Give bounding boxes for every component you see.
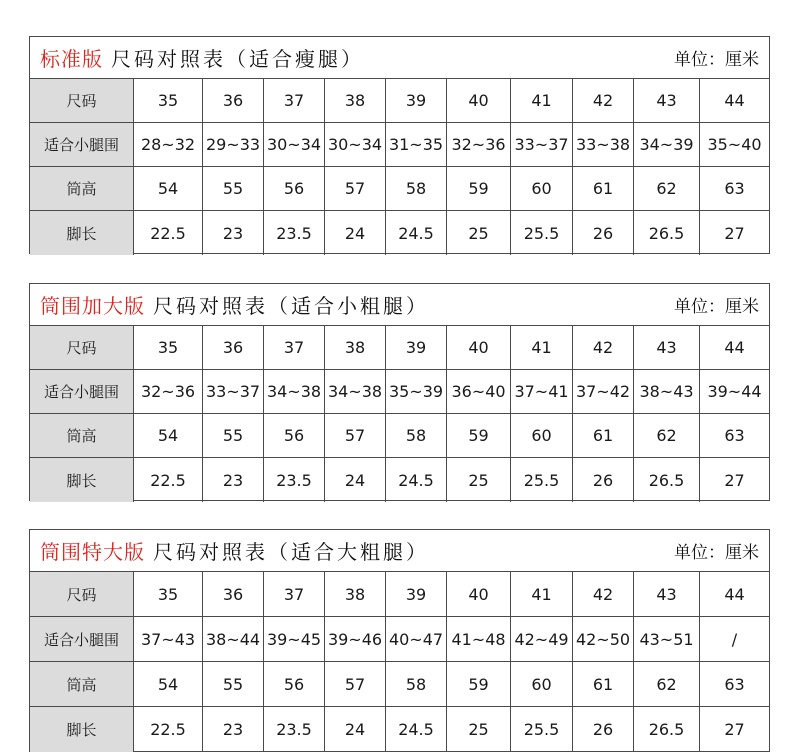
row-label: 尺码 [30, 79, 134, 123]
table-cell: 44 [700, 572, 769, 617]
table-cell: 60 [511, 414, 573, 458]
table-cell: 36 [203, 572, 264, 617]
table-title: 尺码对照表（适合小粗腿） [153, 294, 429, 318]
table-cell: 34~38 [264, 370, 325, 414]
table-cell: 31~35 [386, 123, 447, 167]
table-cell: 33~38 [573, 123, 634, 167]
version-title: 筒围加大版 [40, 294, 145, 318]
table-cell: 59 [447, 414, 511, 458]
table-cell: 25.5 [511, 458, 573, 502]
row-label: 适合小腿围 [30, 370, 134, 414]
table-cell: 22.5 [134, 707, 203, 752]
table-cell: 54 [134, 414, 203, 458]
table-cell: 26.5 [634, 707, 700, 752]
size-grid [30, 572, 769, 752]
table-cell: 59 [447, 662, 511, 707]
table-cell: 58 [386, 414, 447, 458]
table-cell: 32~36 [447, 123, 511, 167]
table-cell: 39~46 [325, 617, 386, 662]
unit-label: 单位：厘米 [674, 297, 759, 317]
table-cell: 61 [573, 662, 634, 707]
table-cell: 33~37 [203, 370, 264, 414]
table-cell: 35~40 [700, 123, 769, 167]
table-cell: 41 [511, 79, 573, 123]
table-cell: 39 [386, 326, 447, 370]
table-cell: 35 [134, 572, 203, 617]
row-label: 适合小腿围 [30, 617, 134, 662]
row-label: 筒高 [30, 167, 134, 211]
table-cell: 37~41 [511, 370, 573, 414]
table-cell: 23 [203, 707, 264, 752]
table-cell: 55 [203, 414, 264, 458]
table-cell: 24 [325, 458, 386, 502]
table-cell: 41 [511, 326, 573, 370]
table-cell: 25 [447, 211, 511, 255]
table-title: 尺码对照表（适合瘦腿） [111, 47, 364, 71]
table-cell: 42 [573, 326, 634, 370]
table-cell: 23.5 [264, 458, 325, 502]
table-cell: 37 [264, 79, 325, 123]
table-cell: 63 [700, 414, 769, 458]
table-cell: 63 [700, 662, 769, 707]
table-cell: 39~44 [700, 370, 769, 414]
size-table-standard [29, 36, 770, 254]
table-cell: 23 [203, 458, 264, 502]
table-cell: 61 [573, 167, 634, 211]
table-cell: 60 [511, 167, 573, 211]
table-cell: 24.5 [386, 211, 447, 255]
table-cell: 38 [325, 326, 386, 370]
table-cell: 55 [203, 167, 264, 211]
table-cell: 42~49 [511, 617, 573, 662]
table-cell: 38~44 [203, 617, 264, 662]
table-cell: 40 [447, 572, 511, 617]
table-cell: / [700, 617, 769, 662]
table-cell: 40~47 [386, 617, 447, 662]
table-cell: 57 [325, 414, 386, 458]
row-label: 脚长 [30, 707, 134, 752]
table-cell: 25.5 [511, 707, 573, 752]
table-cell: 22.5 [134, 211, 203, 255]
table-cell: 35 [134, 79, 203, 123]
table-cell: 56 [264, 167, 325, 211]
table-cell: 25 [447, 458, 511, 502]
table-cell: 36 [203, 79, 264, 123]
unit-label: 单位：厘米 [674, 50, 759, 70]
table-cell: 34~39 [634, 123, 700, 167]
table-cell: 30~34 [264, 123, 325, 167]
version-title: 标准版 [40, 47, 103, 71]
table-cell: 37 [264, 572, 325, 617]
table-cell: 36 [203, 326, 264, 370]
table-cell: 62 [634, 414, 700, 458]
table-title-row [30, 37, 769, 79]
table-cell: 41~48 [447, 617, 511, 662]
table-cell: 24.5 [386, 707, 447, 752]
table-cell: 35~39 [386, 370, 447, 414]
table-cell: 54 [134, 167, 203, 211]
table-cell: 36~40 [447, 370, 511, 414]
table-cell: 37~42 [573, 370, 634, 414]
table-cell: 59 [447, 167, 511, 211]
table-cell: 28~32 [134, 123, 203, 167]
table-cell: 27 [724, 223, 745, 243]
table-cell: 30~34 [325, 123, 386, 167]
table-cell: 24 [325, 211, 386, 255]
row-label: 适合小腿围 [30, 123, 134, 167]
table-cell: 38 [325, 79, 386, 123]
table-cell: 42 [573, 79, 634, 123]
table-cell: 27 [724, 470, 745, 490]
table-cell: 39 [386, 572, 447, 617]
table-cell: 42~50 [573, 617, 634, 662]
table-cell: 40 [447, 79, 511, 123]
table-cell: 41 [511, 572, 573, 617]
table-cell: 38 [325, 572, 386, 617]
table-cell: 57 [325, 167, 386, 211]
table-cell: 43 [634, 326, 700, 370]
size-table-wide [29, 283, 770, 501]
table-cell: 54 [134, 662, 203, 707]
table-cell: 25.5 [511, 211, 573, 255]
table-cell: 43 [634, 79, 700, 123]
table-cell: 26.5 [634, 458, 700, 502]
table-cell: 26 [573, 211, 634, 255]
row-label: 脚长 [30, 458, 134, 502]
table-cell: 27 [724, 720, 745, 739]
table-cell: 56 [264, 662, 325, 707]
table-cell: 61 [573, 414, 634, 458]
table-cell: 55 [203, 662, 264, 707]
table-cell: 40 [447, 326, 511, 370]
table-cell: 44 [700, 79, 769, 123]
table-cell: 62 [634, 167, 700, 211]
row-label: 筒高 [30, 662, 134, 707]
table-cell: 26 [573, 458, 634, 502]
row-label: 脚长 [30, 211, 134, 255]
table-cell: 25 [447, 707, 511, 752]
table-title-row [30, 530, 769, 572]
table-cell: 37 [264, 326, 325, 370]
table-cell: 23.5 [264, 211, 325, 255]
size-grid [30, 326, 769, 502]
table-title: 尺码对照表（适合大粗腿） [153, 540, 429, 564]
table-cell: 56 [264, 414, 325, 458]
table-title-row [30, 284, 769, 326]
table-cell: 57 [325, 662, 386, 707]
table-cell: 32~36 [134, 370, 203, 414]
table-cell: 24.5 [386, 458, 447, 502]
table-cell: 38~43 [634, 370, 700, 414]
size-table-extra-wide [29, 529, 770, 752]
table-cell: 29~33 [203, 123, 264, 167]
table-cell: 23 [203, 211, 264, 255]
table-cell: 23.5 [264, 707, 325, 752]
row-label: 尺码 [30, 572, 134, 617]
table-cell: 62 [634, 662, 700, 707]
table-cell: 34~38 [325, 370, 386, 414]
table-cell: 43~51 [634, 617, 700, 662]
table-cell: 58 [386, 662, 447, 707]
table-cell: 26 [573, 707, 634, 752]
table-cell: 63 [700, 167, 769, 211]
table-cell: 37~43 [134, 617, 203, 662]
table-cell: 26.5 [634, 211, 700, 255]
version-title: 筒围特大版 [40, 540, 145, 564]
table-cell: 24 [325, 707, 386, 752]
table-cell: 60 [511, 662, 573, 707]
row-label: 尺码 [30, 326, 134, 370]
size-grid [30, 79, 769, 255]
row-label: 筒高 [30, 414, 134, 458]
table-cell: 35 [134, 326, 203, 370]
table-cell: 33~37 [511, 123, 573, 167]
table-cell: 44 [700, 326, 769, 370]
table-cell: 43 [634, 572, 700, 617]
table-cell: 39 [386, 79, 447, 123]
table-cell: 22.5 [134, 458, 203, 502]
table-cell: 42 [573, 572, 634, 617]
table-cell: 39~45 [264, 617, 325, 662]
unit-label: 单位：厘米 [674, 543, 759, 563]
table-cell: 58 [386, 167, 447, 211]
